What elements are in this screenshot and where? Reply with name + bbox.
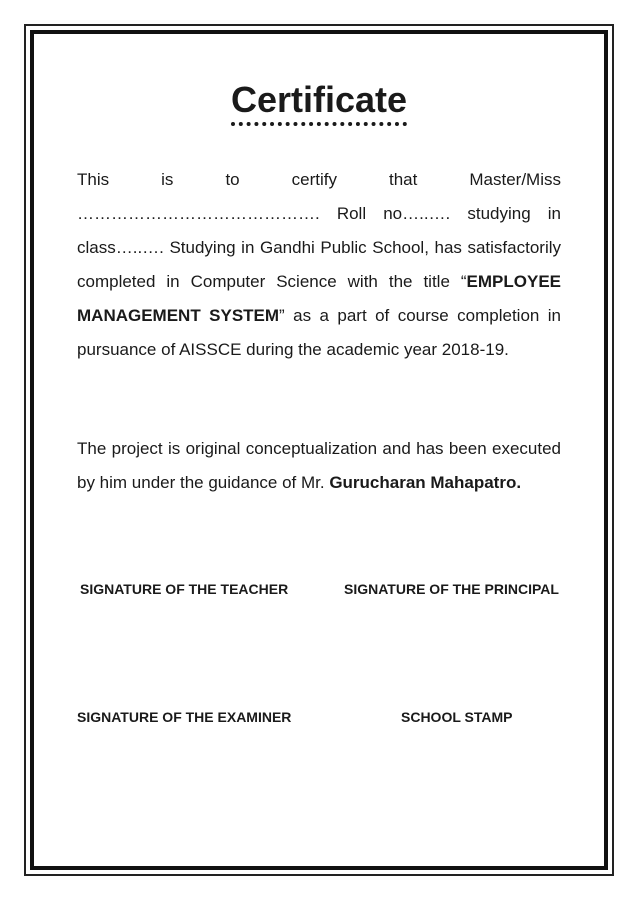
signature-principal-label: SIGNATURE OF THE PRINCIPAL xyxy=(344,581,559,597)
school-stamp-label: SCHOOL STAMP xyxy=(401,709,513,725)
signature-teacher-label: SIGNATURE OF THE TEACHER xyxy=(80,581,289,597)
paragraph-1-rest: ” as a part of course completion in pursuance of AISSCE during the academic year 2018-19. xyxy=(77,306,561,359)
certificate-title-text: Certificate xyxy=(231,78,407,126)
paragraph-1-intro: This is to certify that Master/Miss ……………………………………. Roll no…..…. studying in class…..…. Studying in Gandhi Public School, has satisfactorily completed in Computer Science with the title “ xyxy=(77,170,561,291)
project-title: EMPLOYEE MANAGEMENT SYSTEM xyxy=(77,272,561,325)
certificate-title xyxy=(0,78,638,126)
certificate-paragraph-2 xyxy=(77,432,561,500)
paragraph-2-intro: The project is original conceptualization and has been executed by him under the guidance of Mr. xyxy=(77,439,561,492)
signature-examiner-label: SIGNATURE OF THE EXAMINER xyxy=(77,709,292,725)
certificate-paragraph-1 xyxy=(77,163,561,367)
guide-name: Gurucharan Mahapatro. xyxy=(329,473,522,492)
